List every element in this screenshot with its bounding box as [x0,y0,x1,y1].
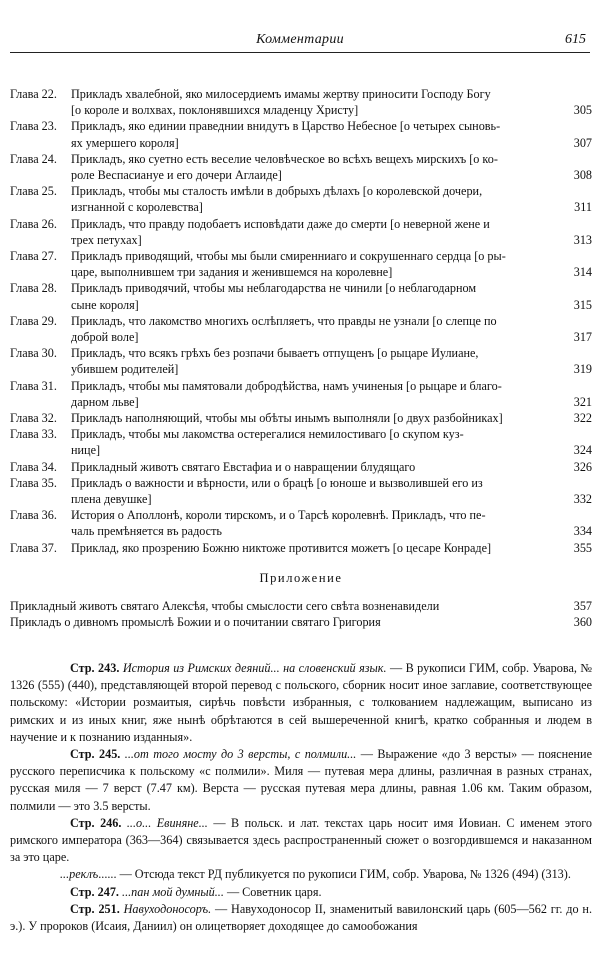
entry-line: История о Аполлонѣ, короли тирскомъ, и о Тарсѣ королевнѣ. Прикладъ, что пе- [71,508,486,523]
chapter-label: Глава 35. [10,475,57,490]
note-quote: История из Римских деяний... на словенский язык. [122,661,387,675]
entry-line: [о короле и волхвах, поклонявшихся младенцу Христу] [71,103,359,118]
toc-entry-34 [10,459,592,475]
entry-page: 326 [573,459,592,474]
entry-line: Прикладный животъ святаго Евстафиа и о навращении блудящаго [71,459,416,474]
entry-page: 334 [573,524,592,539]
entry-line: доброй воле] [71,330,139,345]
toc-entry-29 [10,313,592,345]
entry-line: сыне короля] [71,297,139,312]
entry-line: Прикладъ, что лакомство многихъ ослѣпляетъ, что правды не узнали [о слепце по [71,313,497,328]
entry-line: царе, выполнившем три задания и женившемся на королевне] [71,265,393,280]
note-ref: Стр. 246. [70,815,122,830]
entry-page: 332 [573,492,592,507]
note-page-247 [10,884,592,901]
chapter-label: Глава 28. [10,281,57,296]
chapter-label: Глава 24. [10,151,57,166]
toc-entry-24 [10,151,592,183]
entry-line: Прикладъ о важности и вѣрности, или о брацѣ [о юноше и вызволившей его из [71,475,483,490]
chapter-label: Глава 29. [10,313,57,328]
entry-line: Прикладъ, чтобы мы сталость имѣли в добрыхъ дѣлахъ [о королевской дочери, [71,184,483,199]
note-ref: Стр. 247. [70,884,119,899]
note-ref: Стр. 251. [70,901,120,916]
entry-line: убившем родителей] [71,362,179,377]
entry-page: 308 [573,168,592,183]
toc-entry-33 [10,426,592,458]
appendix-heading: Приложение [259,570,343,585]
chapter-label: Глава 32. [10,411,57,426]
chapter-label: Глава 31. [10,378,57,393]
note-body: — Советник царя. [223,884,322,899]
entry-page: 319 [573,362,592,377]
appendix-entry-page: 360 [573,615,592,630]
page-number: 615 [565,32,586,47]
entry-line: Прикладъ, чтобы мы памятовали добродѣйства, намъ учиненыя [о рыцаре и благо- [71,378,502,393]
entry-line: Прикладъ наполняющий, чтобы мы обѣты инымъ выполняли [о двух разбойниках] [71,411,503,426]
entry-line: ях умершего короля] [71,135,179,150]
entry-line: нице] [71,443,101,458]
note-body: — Навуходоносор II, знаменитый вавилонский царь (605—562 гг. до н. э.). У пророков (Исаия, Даниил) он олицетворяет доходящее до самообожания [10,901,592,934]
entry-line: Прикладъ, яко единии праведнии внидутъ в Царство Небесное [о четырех сыновь- [71,119,501,134]
chapter-label: Глава 26. [10,216,57,231]
note-body: — Выражение «до 3 версты» — пояснение русского переписчика к польскому «с полмили». Миля — путевая мера длины, различная в разных странах, русская миля — 7 верст (7.47 км). Верста — русская путевая мера длины, равная 1.06 км. Таким образом, полмили — это 3.5 версты. [10,747,592,813]
entry-line: Прикладъ приводящий, чтобы мы были смиренниаго и сокрушеннаго сердца [о ры- [71,249,506,264]
entry-page: 321 [573,394,592,409]
note-ref: Стр. 245. [70,747,121,762]
chapter-label: Глава 30. [10,346,57,361]
entry-page: 311 [574,200,592,215]
chapter-label: Глава 37. [10,540,57,555]
toc-entry-32 [10,410,592,426]
appendix-entry [10,614,592,630]
chapter-label: Глава 23. [10,119,57,134]
chapter-label: Глава 34. [10,459,57,474]
toc-entry-26 [10,216,592,248]
note-quote: ...от того мосту до 3 версты, с полмили... [124,747,357,762]
entry-page: 322 [573,411,592,426]
entry-line: изгнанной с королевства] [71,200,203,215]
entry-page: 313 [573,232,592,247]
appendix-entry-text: Прикладный животъ святаго Алексѣя, чтобы смыслости сего свѣта возненавидели [10,599,440,614]
note-continuation [10,866,592,883]
chapter-label: Глава 22. [10,87,57,101]
note-page-243 [10,660,592,746]
entry-line: Прикладъ, чтобы мы лакомства остерегалися немилостиваго [о скупом куз- [71,427,464,442]
toc-entry-37 [10,540,592,556]
toc-entry-31 [10,378,592,410]
entry-line: Прикладъ, что всякъ грѣхъ без розпачи бываетъ отпущенъ [о рыцаре Иулиане, [71,346,479,361]
entry-page: 315 [573,297,592,312]
entry-line: Прикладъ хвалебной, яко милосердиемъ имамы жертву приносити Господу Богу [71,87,491,101]
chapter-label: Глава 25. [10,184,57,199]
appendix-entry-page: 357 [573,599,592,614]
note-quote: ...реклъ [60,867,99,882]
note-page-245 [10,746,592,815]
note-page-246 [10,815,592,867]
entry-page: 355 [573,540,592,555]
entry-page: 314 [573,265,592,280]
chapter-label: Глава 36. [10,508,57,523]
entry-page: 324 [573,443,592,458]
running-header [10,30,590,54]
appendix-entry-text: Прикладъ о дивномъ промыслѣ Божии и о почитании святаго Григория [10,615,381,630]
toc-entry-28 [10,280,592,312]
header-rule [10,52,590,53]
entry-line: Прикладъ, яко суетно есть веселие человѣческое во всѣхъ вещехъ мирскихъ [о ко- [71,151,498,166]
entry-page: 305 [573,103,592,118]
toc-entry-27 [10,248,592,280]
table-of-contents [10,86,592,631]
entry-page: 317 [573,330,592,345]
entry-line: Прикладъ приводячий, чтобы мы неблагодарства не чинили [о неблагодарном [71,281,477,296]
note-body: — В польск. и лат. текстах царь носит имя Иовиан. С именем этого римского императора (363—364) связывается здесь распространенный сюжет о возгордившемся и наказанном за это царе. [10,815,593,865]
toc-entry-23 [10,118,592,150]
note-quote: ...о... Евиняне... [126,815,208,830]
note-quote: Навуходоносоръ. [123,901,212,916]
toc-entry-36 [10,507,592,539]
toc-entry-22 [10,86,592,118]
entry-line: дарном льве] [71,394,139,409]
appendix-entry [10,598,592,614]
entry-line: трех петухах] [71,232,142,247]
note-body: — В рукописи ГИМ, собр. Уварова, № 1326 (555) (440), представляющей второй перевод с польского, сборник носит иное заглавие, соответствующее польскому: «Истории розмаитыя, сирѣчь повѣсти избранныя, с толкованием надлежащим, выписано из римских и из иных книг, яже нынѣ обрѣтаются в сей вышереченной книгѣ, кратко собранныя и людем в научение и к познанию изданныя». [10,661,592,744]
chapter-label: Глава 27. [10,249,57,264]
chapter-label: Глава 33. [10,427,57,442]
entry-page: 307 [573,135,592,150]
entry-line: Прикладъ, что правду подобаетъ исповѣдати даже до смерти [о неверной жене и [71,216,490,231]
toc-entry-35 [10,475,592,507]
entry-line: чаль премѣняется въ радость [71,524,222,539]
toc-entry-30 [10,345,592,377]
note-ref: Стр. 243. [70,661,120,675]
note-page-251 [10,901,592,935]
entry-line: роле Веспасиануе и его дочери Аглаиде] [71,168,282,183]
running-title: Комментарии [256,32,344,47]
note-body: ...... — Отсюда текст РД публикуется по рукописи ГИМ, собр. Уварова, № 1326 (494) (313). [98,867,571,882]
commentary-notes [10,660,592,935]
note-quote: ...пан мой думный... [122,884,224,899]
toc-entry-25 [10,183,592,215]
entry-line: Приклад, яко прозрению Божню никтоже противится можетъ [о цесаре Конраде] [71,540,492,555]
entry-line: плена девушке] [71,492,152,507]
